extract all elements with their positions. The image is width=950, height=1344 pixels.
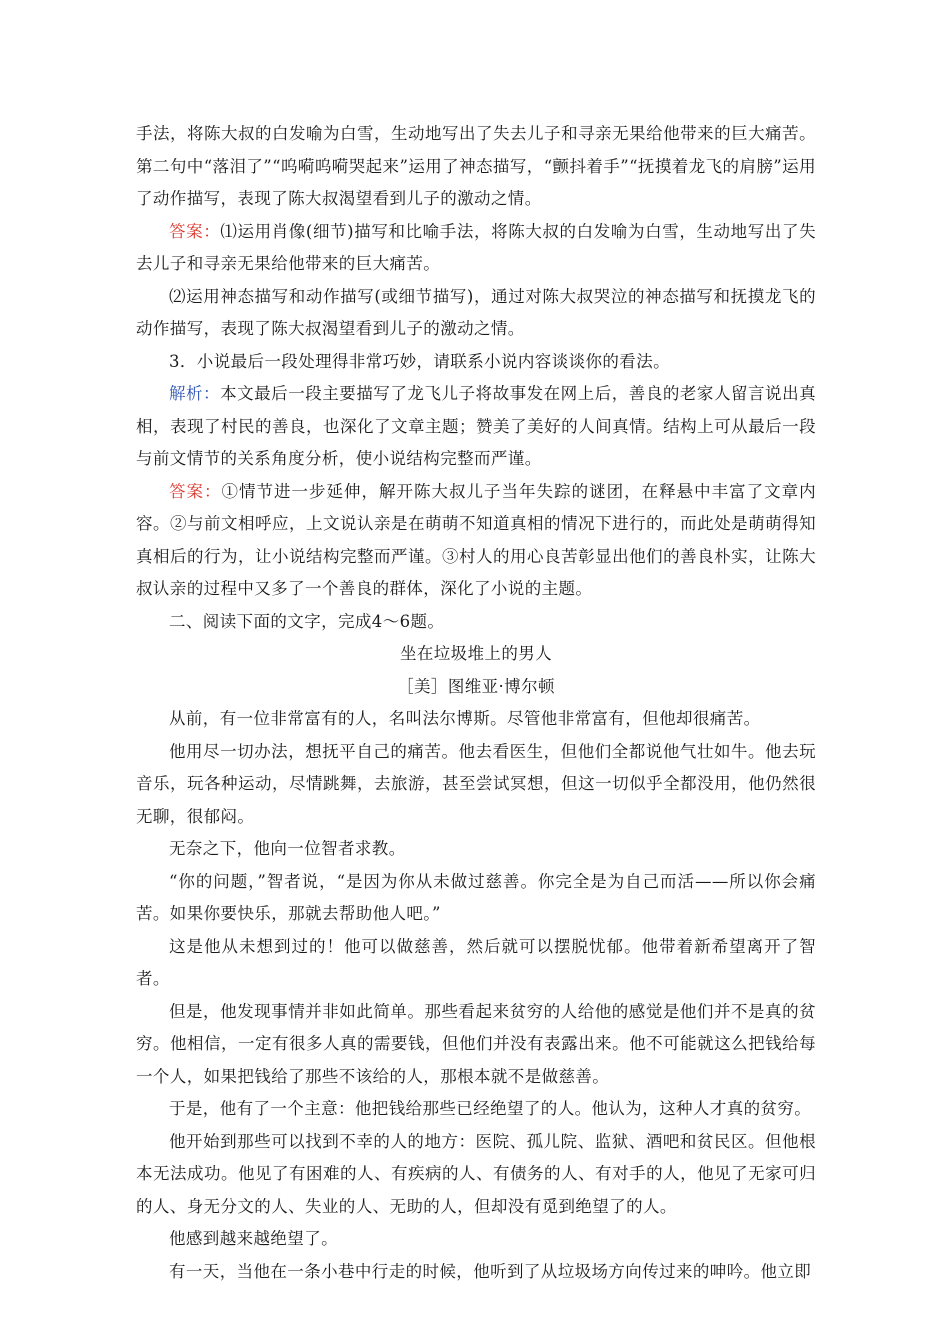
paragraph: 于是，他有了一个主意：他把钱给那些已经绝望了的人。他认为，这种人才真的贫穷。 — [169, 1099, 812, 1118]
paragraph: 这是他从未想到过的！他可以做慈善，然后就可以摆脱忧郁。他带着新希望离开了智者。 — [136, 936, 816, 988]
document-body — [136, 118, 816, 1288]
paragraph: 他开始到那些可以找到不幸的人的地方：医院、孤儿院、监狱、酒吧和贫民区。但他根本无法成功。他见了有困难的人、有疾病的人、有债务的人、有对手的人，他见了无家可归的人、身无分文的人、失业的人、无助的人，但却没有觅到绝望了的人。 — [136, 1131, 816, 1216]
analysis-label: 解析： — [169, 384, 221, 403]
paragraph: 有一天，当他在一条小巷中行走的时候，他听到了从垃圾场方向传过来的呻吟。他立即 — [169, 1261, 812, 1281]
paragraph: 从前，有一位非常富有的人，名叫法尔博斯。尽管他非常富有，但他却很痛苦。 — [169, 709, 761, 728]
paragraph: 他用尽一切办法，想抚平自己的痛苦。他去看医生，但他们全都说他气壮如牛。他去玩音乐，玩各种运动，尽情跳舞，去旅游，甚至尝试冥想，但这一切似乎全都没用，他仍然很无聊，很郁闷。 — [136, 741, 816, 826]
answer-paragraph: 答案：①情节进一步延伸，解开陈大叔儿子当年失踪的谜团，在释悬中丰富了文章内容。②与前文相呼应，上文说认亲是在萌萌不知道真相的情况下进行的，而此处是萌萌得知真相后的行为，让小说结构完整而严谨。③村人的用心良苦彰显出他们的善良朴实，让陈大叔认亲的过程中又多了一个善良的群体，深化了小说的主题。 — [136, 481, 816, 598]
answer-paragraph: 答案：⑴运用肖像(细节)描写和比喻手法，将陈大叔的白发喻为白雪，生动地写出了失去儿子和寻亲无果给他带来的巨大痛苦。 — [136, 221, 817, 273]
section-heading: 二、阅读下面的文字，完成4～6题。 — [169, 611, 445, 631]
paragraph: “你的问题，”智者说，“是因为你从未做过慈善。你完全是为自己而活——所以你会痛苦。如果你要快乐，那就去帮助他人吧。” — [136, 871, 816, 923]
analysis-paragraph: 解析：本文最后一段主要描写了龙飞儿子将故事发在网上后，善良的老家人留言说出真相，表现了村民的善良，也深化了文章主题；赞美了美好的人间真情。结构上可从最后一段与前文情节的关系角度分析，使小说结构完整而严谨。 — [136, 384, 817, 468]
paragraph: 手法，将陈大叔的白发喻为白雪，生动地写出了失去儿子和寻亲无果给他带来的巨大痛苦。第二句中“落泪了”“呜嗬呜嗬哭起来”运用了神态描写，“颤抖着手”“抚摸着龙飞的肩膀”运用了动作描写，表现了陈大叔渴望看到儿子的激动之情。 — [136, 124, 816, 208]
paragraph: 但是，他发现事情并非如此简单。那些看起来贫穷的人给他的感觉是他们并不是真的贫穷。他相信，一定有很多人真的需要钱，但他们并没有表露出来。他不可能就这么把钱给每一个人，如果把钱给了那些不该给的人，那根本就不是做慈善。 — [136, 1001, 816, 1086]
answer-label: 答案： — [169, 221, 221, 241]
paragraph: 他感到越来越绝望了。 — [169, 1229, 338, 1248]
paragraph: 无奈之下，他向一位智者求教。 — [169, 839, 406, 858]
paragraph: ⑵运用神态描写和动作描写(或细节描写)，通过对陈大叔哭泣的神态描写和抚摸龙飞的动作描写，表现了陈大叔渴望看到儿子的激动之情。 — [136, 286, 816, 338]
question-paragraph: 3．小说最后一段处理得非常巧妙，请联系小说内容谈谈你的看法。 — [169, 351, 670, 371]
answer-label: 答案： — [169, 481, 222, 501]
story-author: ［美］图维亚·博尔顿 — [397, 676, 555, 696]
story-title: 坐在垃圾堆上的男人 — [399, 644, 553, 663]
